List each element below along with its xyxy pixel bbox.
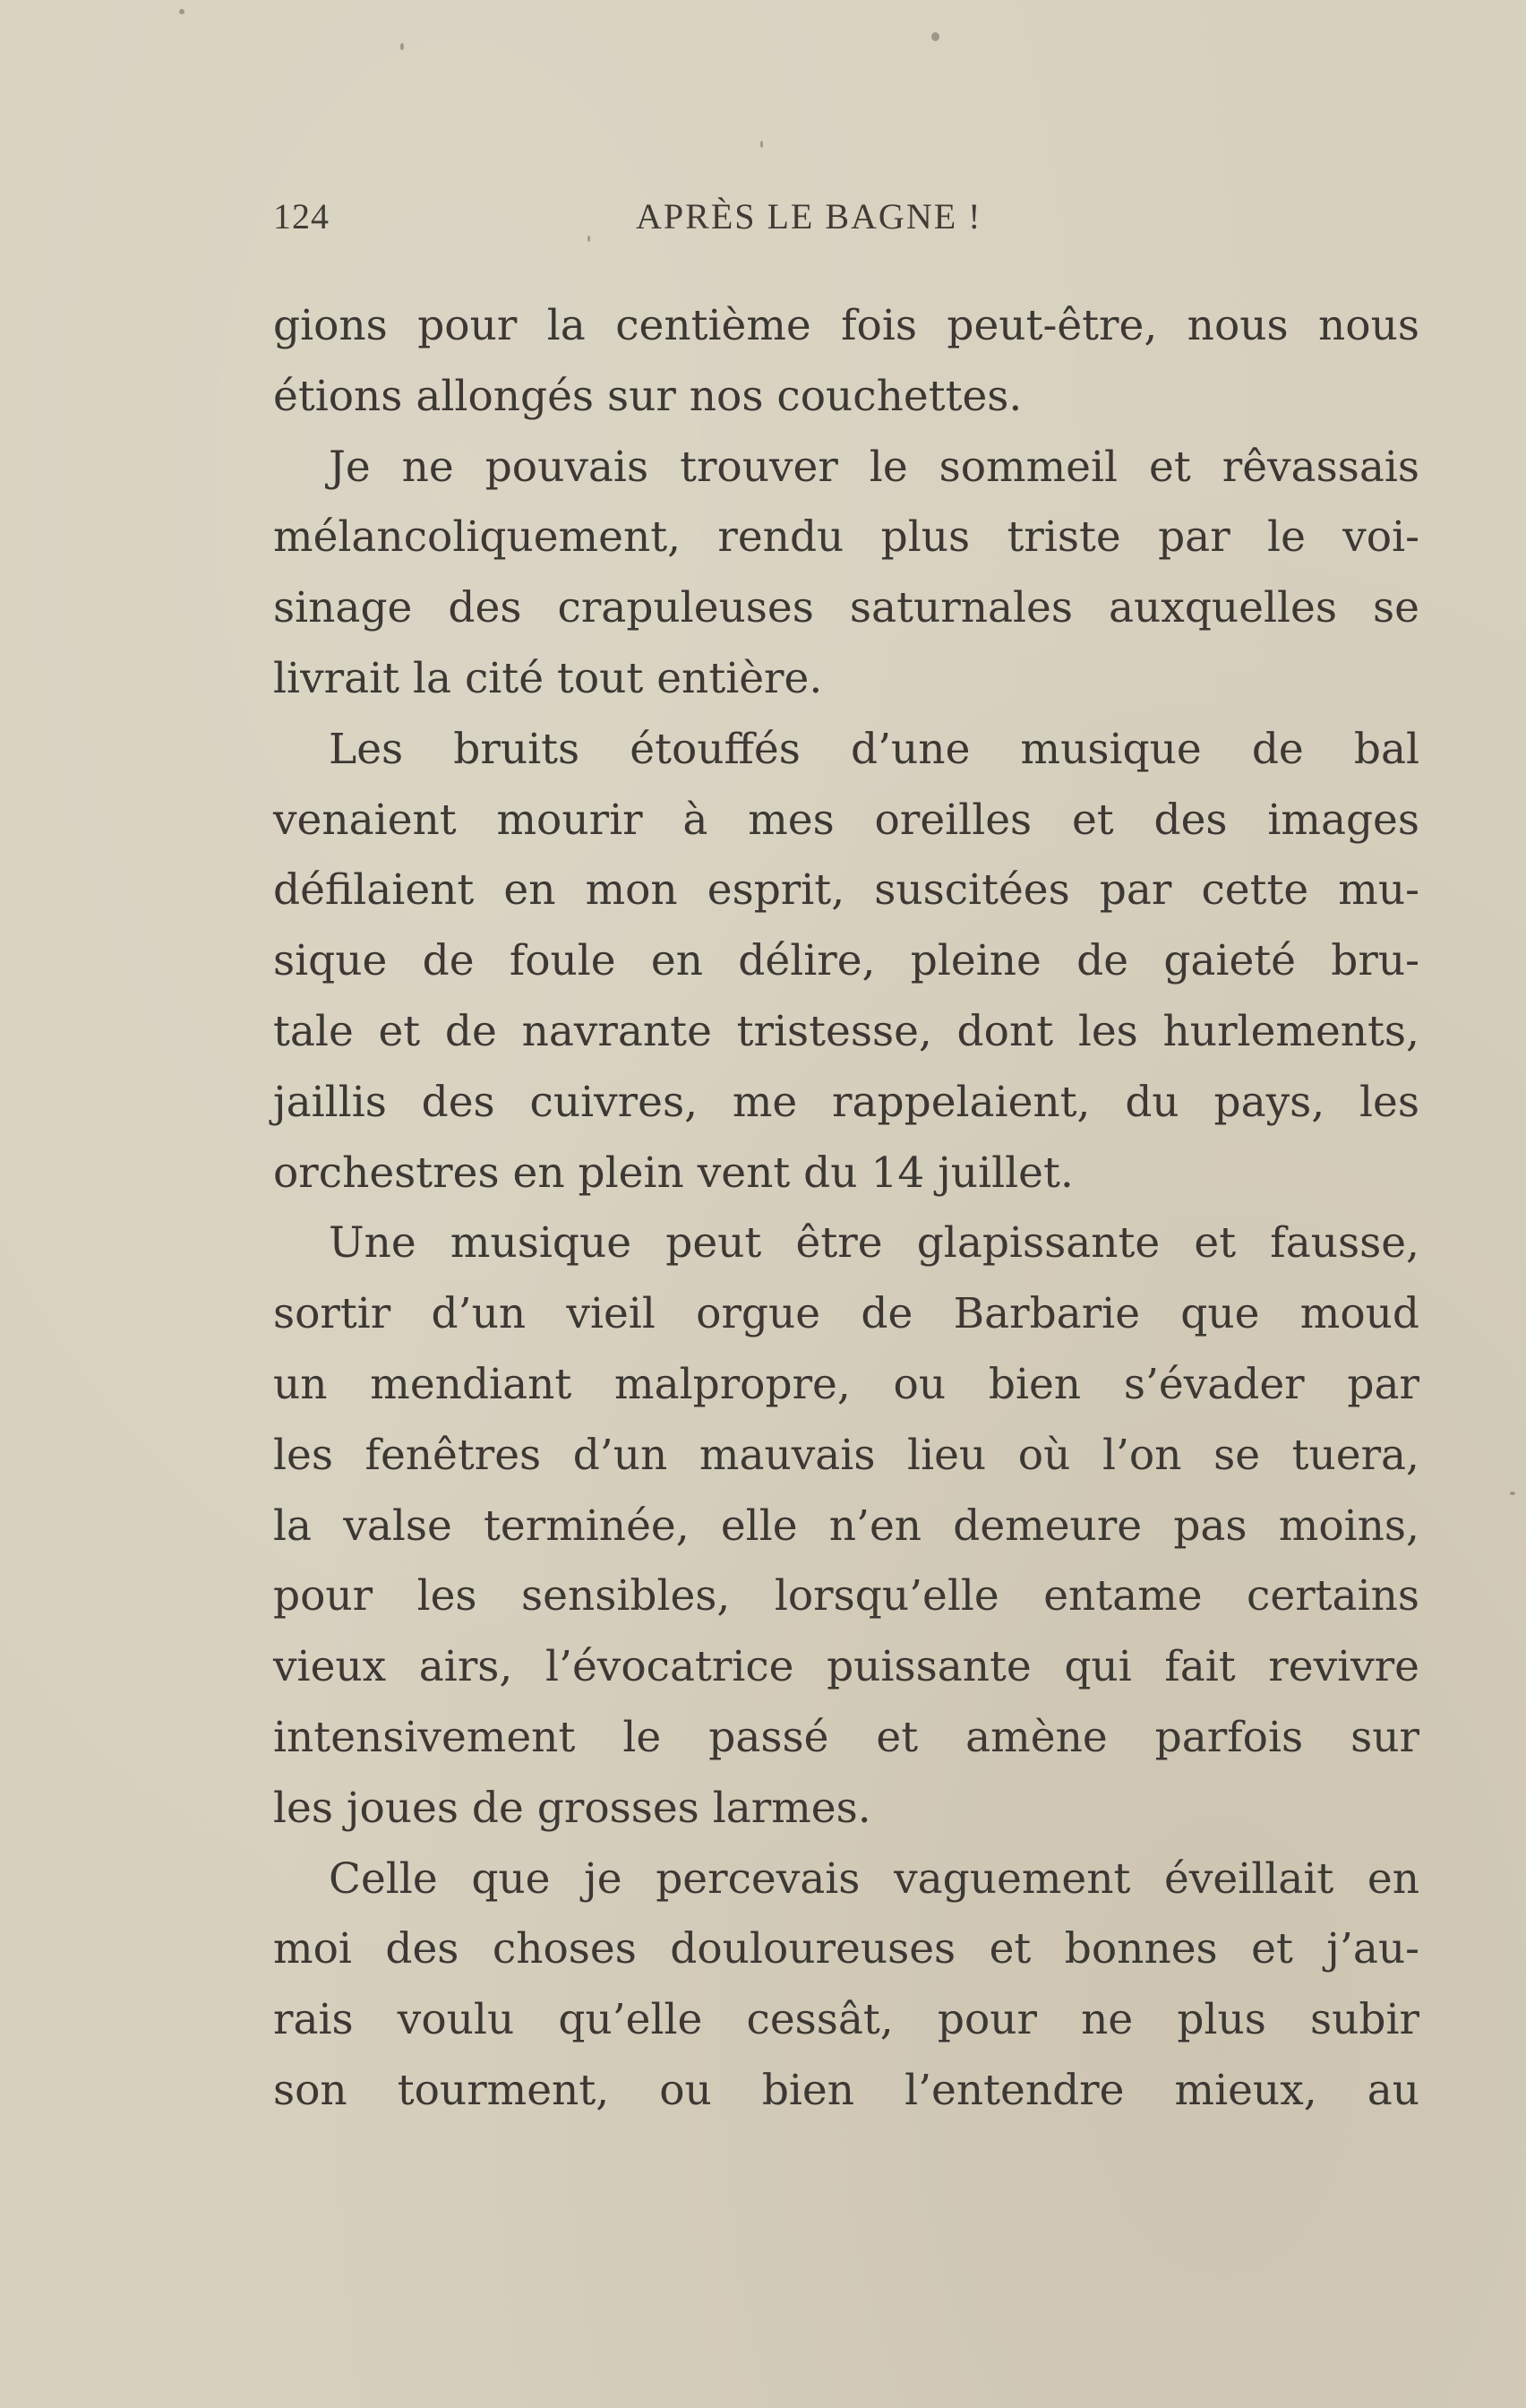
paragraph-first-line: Celle que je percevais vaguement éveillait en (329, 1853, 1419, 1904)
paper-speck (760, 141, 763, 148)
text-line: rais voulu qu’elle cessât, pour ne plus subir (273, 1995, 1419, 2045)
text-line: mélancoliquement, rendu plus triste par le voi- (273, 512, 1419, 563)
text-line: orchestres en plein vent du 14 juillet. (273, 1148, 1074, 1198)
paragraph-first-line: Je ne pouvais trouver le sommeil et rêvassais (329, 442, 1419, 492)
text-line: sortir d’un vieil orgue de Barbarie que moud (273, 1289, 1419, 1339)
body-text (273, 291, 1419, 2127)
text-line: intensivement le passé et amène parfois sur (273, 1712, 1419, 1762)
page-header (273, 195, 1419, 249)
text-line: pour les sensibles, lorsqu’elle entame certains (273, 1571, 1419, 1621)
text-line: les joues de grosses larmes. (273, 1783, 871, 1833)
text-line: défilaient en mon esprit, suscitées par cette mu- (273, 865, 1419, 916)
text-line: sinage des crapuleuses saturnales auxquelles se (273, 583, 1419, 633)
paragraph-first-line: Les bruits étouffés d’une musique de bal (329, 724, 1419, 774)
paper-speck (931, 32, 939, 41)
text-line: venaient mourir à mes oreilles et des images (273, 795, 1419, 845)
page-number: 124 (273, 196, 330, 236)
text-line: livrait la cité tout entière. (273, 653, 823, 703)
paper-speck (400, 43, 404, 50)
text-line: un mendiant malpropre, ou bien s’évader par (273, 1359, 1419, 1409)
running-title: APRÈS LE BAGNE ! (636, 196, 982, 236)
paper-speck (179, 9, 184, 14)
paragraph-first-line: Une musique peut être glapissante et fausse, (329, 1218, 1419, 1268)
text-line: moi des choses douloureuses et bonnes et j’au- (273, 1924, 1419, 1974)
text-line: gions pour la centième fois peut-être, nous nous (273, 301, 1419, 350)
text-line: tale et de navrante tristesse, dont les hurlements, (273, 1006, 1419, 1056)
text-line: les fenêtres d’un mauvais lieu où l’on se tuera, (273, 1430, 1419, 1480)
text-line: la valse terminée, elle n’en demeure pas moins, (273, 1501, 1419, 1551)
text-line: vieux airs, l’évocatrice puissante qui fait revivre (273, 1642, 1419, 1692)
paper-speck (1510, 1492, 1515, 1495)
text-line: étions allongés sur nos couchettes. (273, 371, 1023, 421)
text-line: son tourment, ou bien l’entendre mieux, au (273, 2065, 1419, 2115)
text-line: jaillis des cuivres, me rappelaient, du pays, les (273, 1077, 1419, 1127)
text-line: sique de foule en délire, pleine de gaieté bru- (273, 936, 1419, 986)
